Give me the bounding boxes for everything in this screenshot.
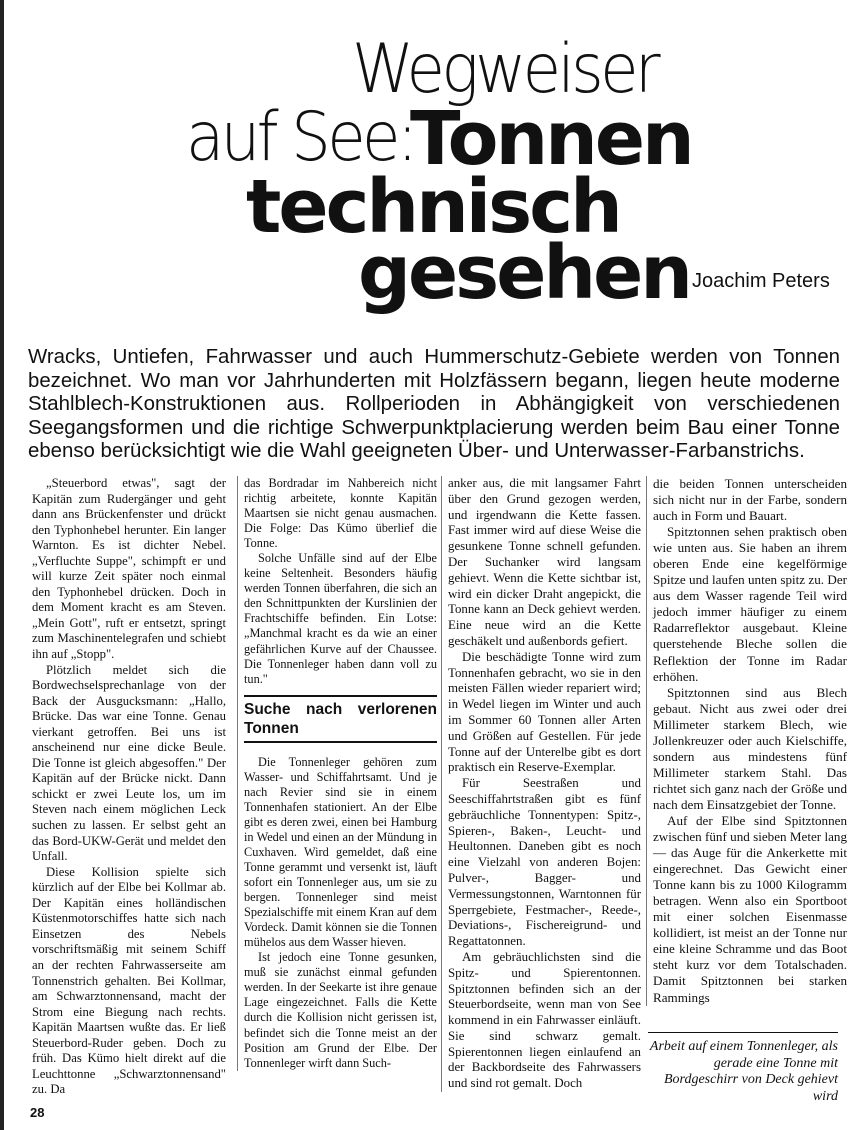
paragraph: Am gebräuchlichsten sind die Spitz- und Spierentonnen. Spitztonnen befinden sich an der Steuerbordseite, wenn man von See kommend in ein Fahrwasser einläuft. Sie sind schwarz gemalt. Spierentonnen liegen einlaufend an der Backbordseite des Fahrwassers und sind rot gemalt. Doch [448, 949, 641, 1091]
paragraph: Auf der Elbe sind Spitztonnen zwischen fünf und sieben Meter lang — das Auge für die Ankerkette mit eingerechnet. Das Gewicht einer Tonne kann bis zu 1000 Kilogramm betragen. Wenn also ein Sportboot mit einer solchen Eisenmasse kollidiert, ist meist an der Tonne nur eine kleine Schramme und das Boot steht kurz vor dem Totalschaden. Damit Spitztonnen bei starken Rammings [653, 812, 847, 1005]
section-subheading: Suche nach verlorenen Tonnen [244, 695, 437, 743]
lede-paragraph: Wracks, Untiefen, Fahrwasser und auch Hummerschutz-Gebiete werden von Tonnen bezeichnet. Wo man vor Jahrhunderten mit Holzfässern begann, liegen heute moderne Stahlblech-Konstruktionen aus. Rollperioden in Abhängigkeit von verschiedenen Seegangsformen und die richtige Schwerpunktplacierung werden beim Bau einer Tonne ebenso berücksichtigt wie die Wahl geeigneten Über- und Unterwasser-Farbanstrichs. [28, 346, 840, 463]
author-byline: Joachim Peters [692, 270, 830, 292]
paragraph: Spitztonnen sehen praktisch oben wie unten aus. Sie haben an ihrem oberen Ende eine kegelförmige Spitze und laufen unten spitz zu. Der aus dem Wasser ragende Teil wird jedoch immer häufiger zu einem Radarreflektor ausgebaut. Kleine querstehende Bleche sollen die Reflektion der Tonne im Radar erhöhen. [653, 524, 847, 684]
column-2 [237, 476, 437, 1071]
paragraph: Plötzlich meldet sich die Bordwechselsprechanlage von der Back der Ausgucksmann: „Hallo, Brücke. Das war eine Tonne. Genau vierkant getroffen. Bei uns ist anscheinend nur eine dicke Beule. Die Tonne ist gleich abgesoffen." Der Kapitän auf der Brücke nickt. Dann schickt er zwei Leute los, um im Steven nach einem möglichen Leck suchen zu lassen. Er selbst geht an das Bord-UKW-Gerät und meldet den Unfall. [32, 662, 226, 864]
column-3 [441, 476, 641, 1092]
paragraph: anker aus, die mit langsamer Fahrt über den Grund gezogen werden, und irgendwann die Kette fassen. Fast immer wird auf diese Weise die gesunkene Tonne schnell gefunden. Der Suchanker wird langsam gehievt. Wenn die Kette sichtbar ist, wird ein dicker Draht angepickt, die Tonne kann an Deck gehievt werden. Eine neue wird an die Kette geschäkelt und außenbords gefiert. [448, 476, 641, 648]
page-edge-shadow [0, 0, 4, 1130]
column-4 [646, 476, 847, 1006]
paragraph: Für Seestraßen und Seeschiffahrtstraßen gibt es fünf gebräuchliche Tonnentypen: Spitz-, Spieren-, Baken-, Leucht- und Heultonnen. Daneben gibt es noch eine Vielzahl von anderen Bojen: Pulver-, Bagger- und Vermessungstonnen, Warntonnen für Sperrgebiete, Festmacher-, Reede-, Deviations-, Fischereigrund- und Regattatonnen. [448, 776, 641, 949]
paragraph: „Steuerbord etwas", sagt der Kapitän zum Rudergänger und geht dann ans Brückenfenster und drückt den Typhonhebel herunter. Ein langer Warnton. Es ist dichter Nebel. „Verfluchte Suppe", schimpft er und will kurze Zeit später noch einmal den Typhonhebel drücken. Doch in dem Moment kracht es am Steven. „Mein Gott", ruft er entsetzt, springt zum Maschinentelegrafen und schiebt ihn auf „Stopp". [32, 476, 226, 662]
paragraph: die beiden Tonnen unterscheiden sich nicht nur in der Farbe, sondern auch in Form und Bauart. [653, 476, 847, 524]
page-number: 28 [30, 1105, 45, 1120]
column-1 [32, 476, 226, 1098]
title-bold-3: gesehen [358, 230, 690, 316]
paragraph: das Bordradar im Nahbereich nicht richtig arbeitete, konnte Kapitän Maartsen sie nicht genau ausmachen. Die Folge: Das Kümo überlief die Tonne. [244, 476, 437, 551]
title-bold-1: Tonnen [410, 96, 692, 182]
paragraph: Spitztonnen sind aus Blech gebaut. Nicht aus zwei oder drei Millimeter starkem Blech, wie Jollenkreuzer oder auch Kielschiffe, sondern aus mindestens fünf Millimeter starkem Stahl. Das richtet sich ganz nach der Größe und nach dem Einsatzgebiet der Tonne. [653, 684, 847, 812]
paragraph: Ist jedoch eine Tonne gesunken, muß sie zunächst einmal gefunden werden. In der Seekarte ist ihre genaue Lage eingezeichnet. Falls die Kette durch die Kollision nicht gerissen ist, befindet sich die Tonne meist an der Position am Grund der Elbe. Der Tonnenleger wirft dann Such- [244, 950, 437, 1070]
photo-caption: Arbeit auf einem Tonnenleger, als gerade eine Tonne mit Bordgeschirr von Deck gehievt wird [648, 1032, 838, 1105]
paragraph: Die Tonnenleger gehören zum Wasser- und Schiffahrtsamt. Und je nach Revier sind sie in einem Tonnenhafen stationiert. An der Elbe gibt es deren zwei, einen bei Hamburg in Wedel und einen an der Mündung in Cuxhaven. Wird gemeldet, daß eine Tonne gerammt und versenkt ist, läuft sofort ein Tonnenleger aus, um sie zu bergen. Tonnenleger sind meist Spezialschiffe mit einem Kran auf dem Vordeck. Damit können sie die Tonnen mühelos aus dem Wasser hieven. [244, 754, 437, 950]
title-line-2: auf See: [186, 98, 415, 177]
paragraph: Solche Unfälle sind auf der Elbe keine Seltenheit. Besonders häufig werden Tonnen überfahren, die sich an den Schnittpunkten der Kurslinien der Frachtschiffe befinden. Ein Lotse: „Manchmal kracht es da wie an einer gefährlichen Kurve auf der Chaussee. Die Tonnenleger haben dann voll zu tun." [244, 551, 437, 686]
title-bold-2: technisch [246, 164, 620, 250]
title-line-1: Wegweiser [352, 30, 657, 109]
paragraph: Die beschädigte Tonne wird zum Tonnenhafen gebracht, wo sie in den meisten Fällen wieder repariert wird; in Wedel liegen im Winter und auch im Sommer 60 Tonnen aller Arten und Größen auf Gestellen. Für jede Tonne auf der Unterelbe gibt es dort praktisch ein Reserve-Exemplar. [448, 649, 641, 775]
paragraph: Diese Kollision spielte sich kürzlich auf der Elbe bei Kollmar ab. Der Kapitän eines holländischen Küstenmotorschiffes hatte sich nach Einsetzen des Nebels vorschriftsmäßig mit seinem Schiff an der rechten Fahrwasserseite am Tonnenstrich gehalten. Bei Kollmar, am Schwarztonnensand, macht der Strom eine Biegung nach rechts. Kapitän Maartsen wußte das. Er ließ Steuerbord-Ruder geben. Doch zu früh. Das Kümo hielt direkt auf die Leuchttonne „Schwarztonnensand" zu. Da [32, 864, 226, 1097]
